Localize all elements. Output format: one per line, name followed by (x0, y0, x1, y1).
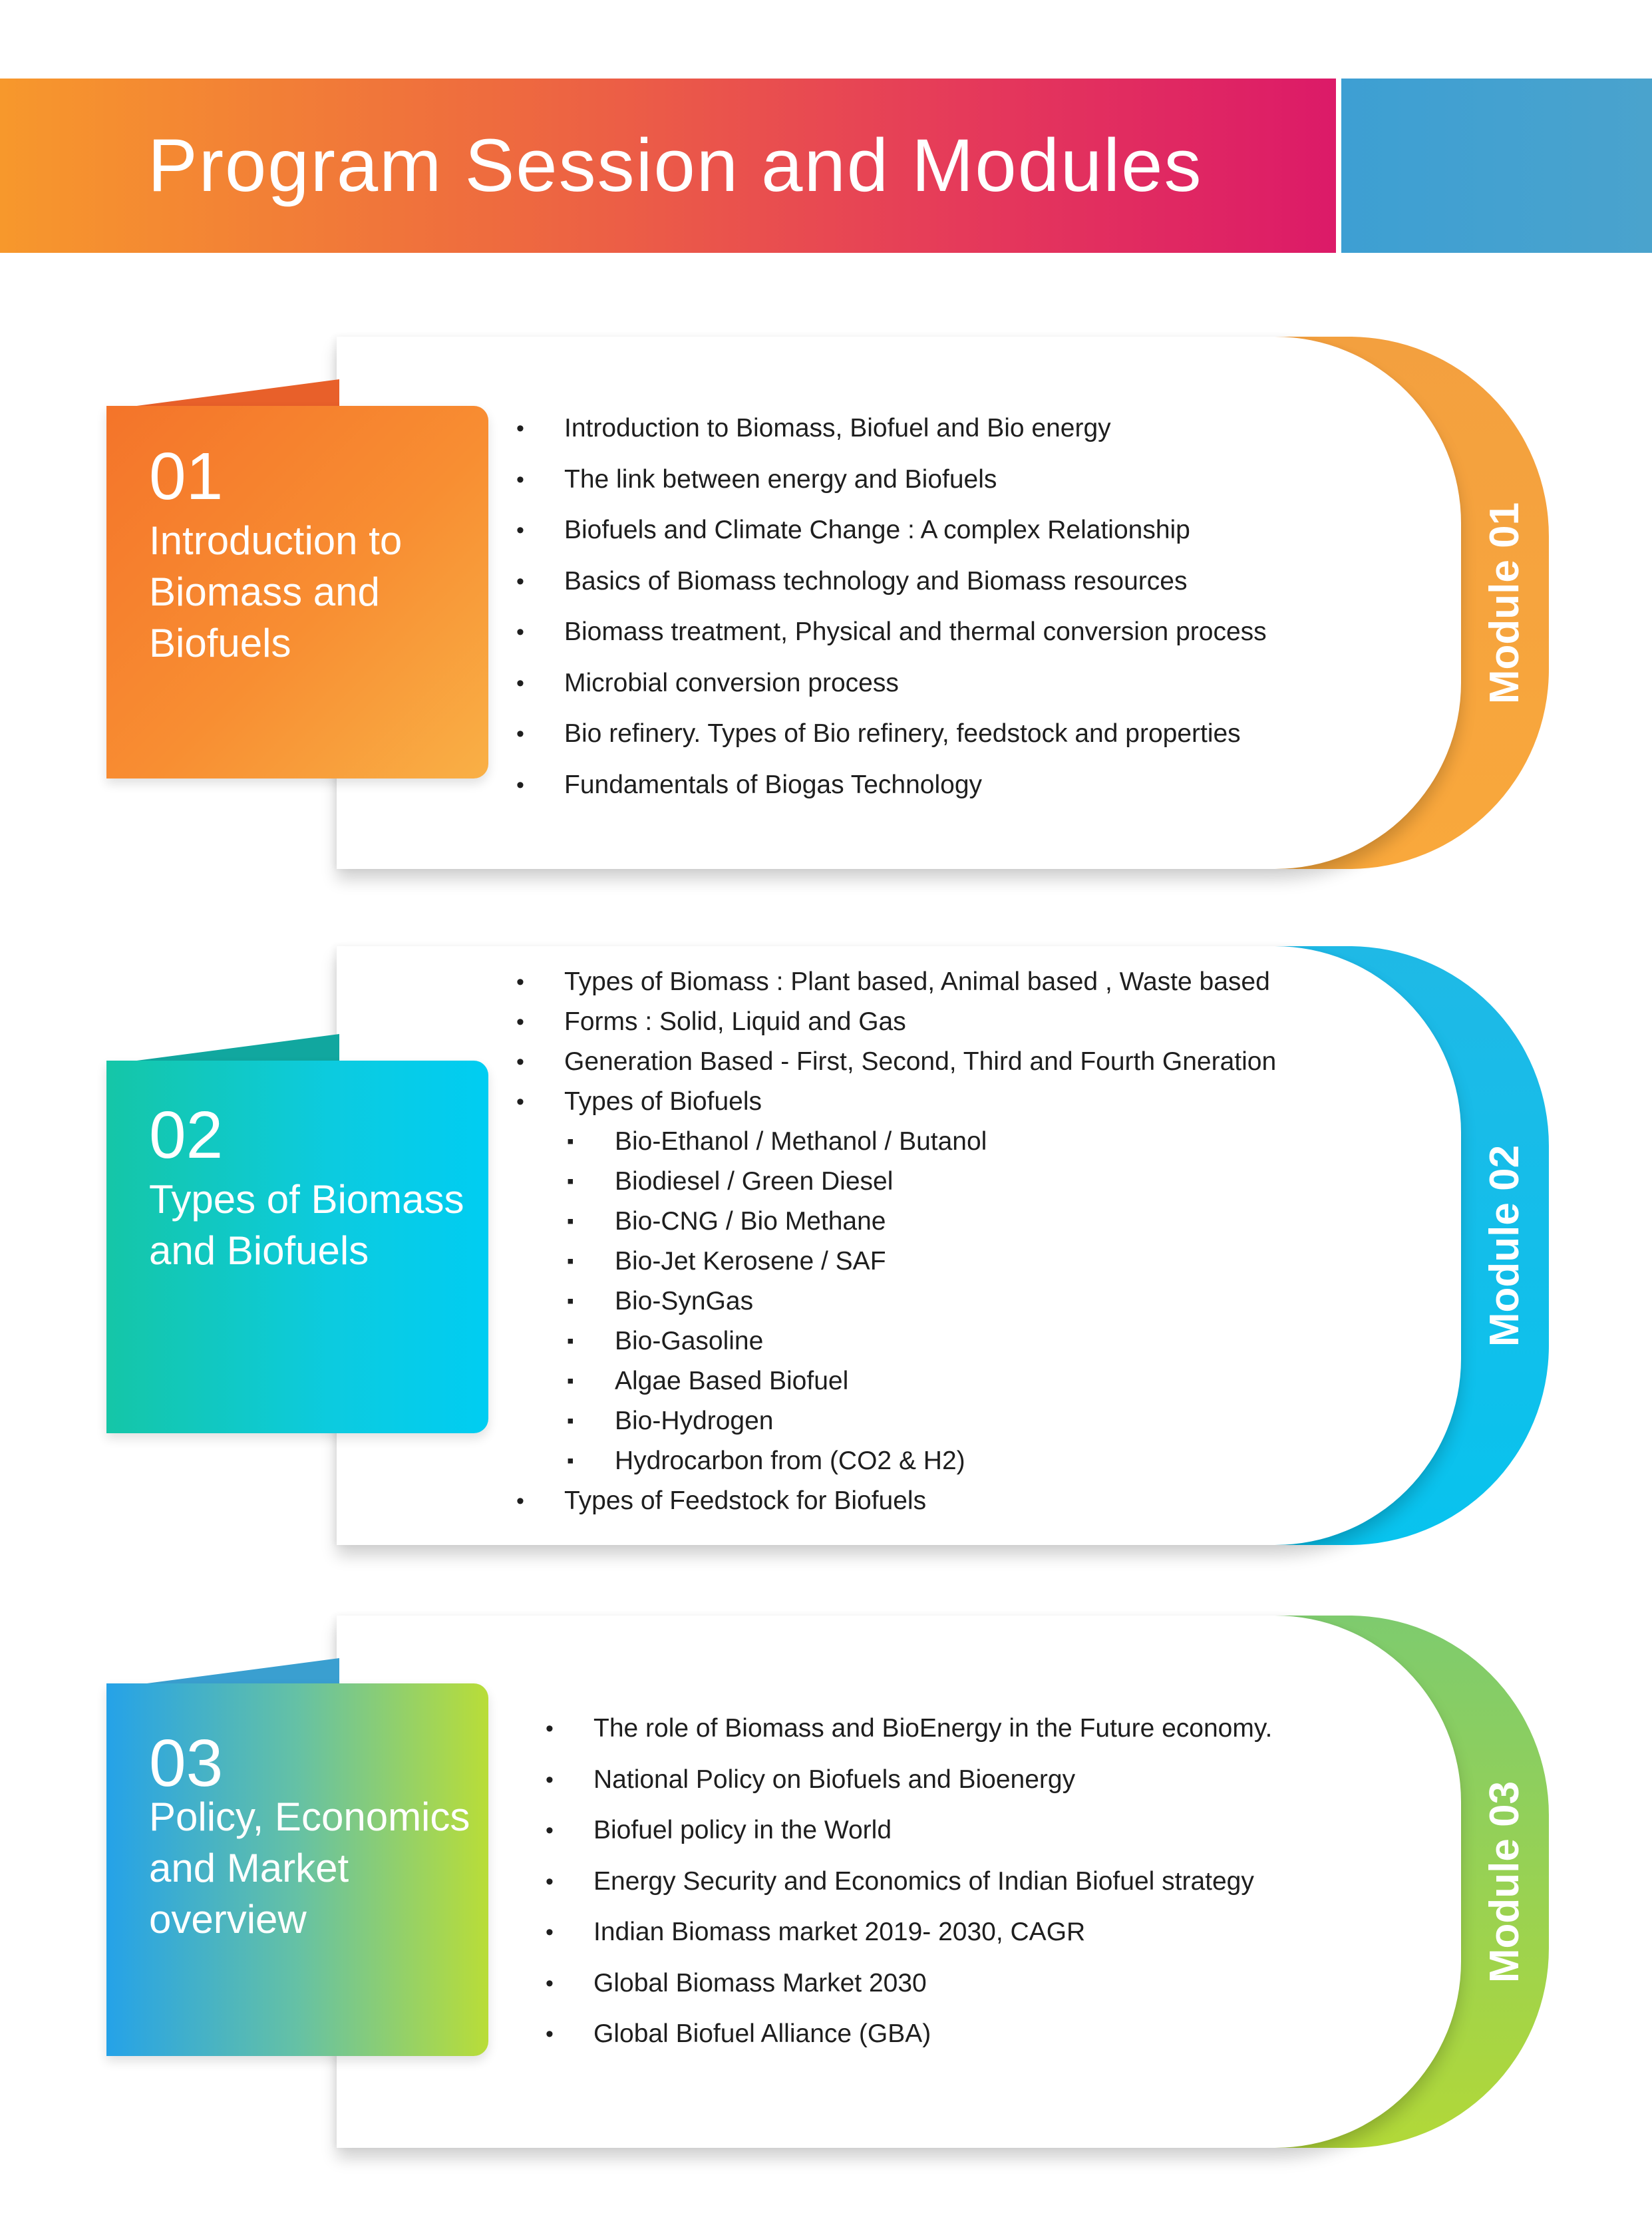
list-item: • Fundamentals of Biogas Technology (516, 765, 1267, 816)
sub-list-item: ▪ Bio-Jet Kerosene / SAF (516, 1243, 1276, 1283)
module-label-box (106, 406, 488, 778)
module-label-box (106, 1683, 488, 2056)
module-label-box (106, 1061, 488, 1433)
module-number: 03 (149, 1726, 224, 1801)
module-03-section (0, 1616, 1652, 2148)
list-item: • Forms : Solid, Liquid and Gas (516, 1003, 1276, 1043)
module-tab-text: Module 03 (1482, 1781, 1528, 1983)
sub-list-item: ▪ Hydrocarbon from (CO2 & H2) (516, 1443, 1276, 1482)
topic-list (516, 409, 1267, 816)
list-item: • Types of Biomass : Plant based, Animal based , Waste based (516, 963, 1276, 1003)
module-01-section (0, 337, 1652, 869)
list-item: • Global Biomass Market 2030 (546, 1964, 1272, 2015)
header-accent-block (1341, 79, 1652, 253)
list-item: • Indian Biomass market 2019- 2030, CAGR (546, 1912, 1272, 1964)
sub-list-item: ▪ Biodiesel / Green Diesel (516, 1163, 1276, 1203)
module-number: 02 (149, 1098, 224, 1172)
list-item: • Basics of Biomass technology and Biomass resources (516, 562, 1267, 613)
list-item: • Biofuel policy in the World (546, 1810, 1272, 1862)
module-number: 01 (149, 439, 224, 514)
list-item: • Biomass treatment, Physical and thermal conversion process (516, 612, 1267, 663)
sub-list-item: ▪ Bio-SynGas (516, 1283, 1276, 1323)
list-item: • Global Biofuel Alliance (GBA) (546, 2014, 1272, 2065)
list-item: • Biofuels and Climate Change : A complex Relationship (516, 510, 1267, 562)
module-tab-text: Module 01 (1482, 502, 1528, 704)
module-tab-label (1458, 337, 1552, 869)
module-tab-label (1458, 946, 1552, 1545)
topic-list (516, 963, 1276, 1522)
list-item: • Types of Feedstock for Biofuels (516, 1482, 1276, 1522)
list-item: • Types of Biofuels (516, 1083, 1276, 1123)
list-item: • National Policy on Biofuels and Bioenergy (546, 1760, 1272, 1811)
list-item: • Introduction to Biomass, Biofuel and Bio energy (516, 409, 1267, 460)
list-item: • Microbial conversion process (516, 663, 1267, 715)
topic-list (546, 1709, 1272, 2065)
list-item: • The role of Biomass and BioEnergy in the Future economy. (546, 1709, 1272, 1760)
module-tab-label (1458, 1616, 1552, 2148)
sub-list-item: ▪ Algae Based Biofuel (516, 1363, 1276, 1403)
module-title: Policy, Economics and Market overview (149, 1795, 470, 1942)
list-item: • Bio refinery. Types of Bio refinery, feedstock and properties (516, 714, 1267, 765)
list-item: • Energy Security and Economics of Indian Biofuel strategy (546, 1862, 1272, 1913)
sub-list-item: ▪ Bio-CNG / Bio Methane (516, 1203, 1276, 1243)
list-item: • The link between energy and Biofuels (516, 460, 1267, 511)
sub-list-item: ▪ Bio-Hydrogen (516, 1403, 1276, 1443)
module-title: Types of Biomass and Biofuels (149, 1177, 464, 1273)
sub-list-item: ▪ Bio-Ethanol / Methanol / Butanol (516, 1123, 1276, 1163)
module-02-section (0, 946, 1652, 1545)
list-item: • Generation Based - First, Second, Third and Fourth Gneration (516, 1043, 1276, 1083)
page-title: Program Session and Modules (148, 124, 1203, 207)
module-tab-text: Module 02 (1482, 1144, 1528, 1347)
sub-list-item: ▪ Bio-Gasoline (516, 1323, 1276, 1363)
module-title: Introduction to Biomass and Biofuels (149, 518, 403, 665)
